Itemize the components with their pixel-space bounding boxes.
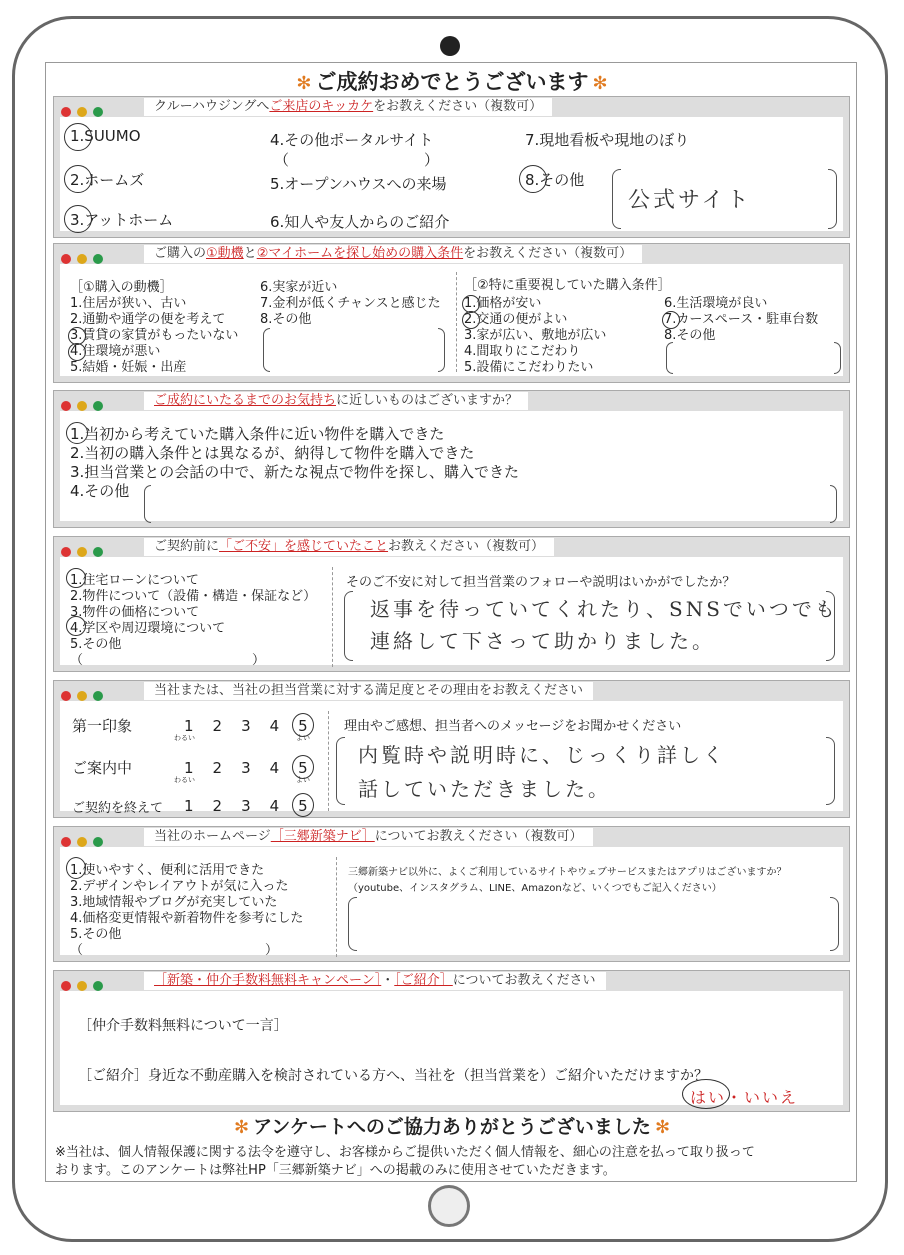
- panel-title: ご契約前に「ご不安」を感じていたことお教えください（複数可）: [144, 538, 554, 556]
- option[interactable]: 4.住環境が悪い: [70, 344, 161, 359]
- question-note: （youtube、インスタグラム、LINE、Amazonなど、いくつでもご記入ください）: [348, 883, 722, 894]
- divider: [336, 857, 337, 957]
- selection-circle: [66, 857, 86, 879]
- option[interactable]: 3.アットホーム: [70, 211, 174, 229]
- panel-title: 当社または、当社の担当営業に対する満足度とその理由をお教えください: [144, 682, 593, 700]
- selection-circle: [66, 422, 88, 444]
- selection-circle: [64, 165, 92, 193]
- selection-circle: [462, 311, 480, 329]
- panel-title: クルーハウジングへご来店のキッカケをお教えください（複数可）: [144, 98, 552, 116]
- option[interactable]: 2.ホームズ: [70, 171, 145, 189]
- camera-dot: [440, 36, 460, 56]
- home-button[interactable]: [428, 1185, 470, 1227]
- option[interactable]: 3.賃貸の家賃がもったいない: [70, 328, 239, 343]
- option[interactable]: 4.間取りにこだわり: [464, 344, 581, 359]
- option[interactable]: 7.金利が低くチャンスと感じた: [260, 296, 441, 311]
- option[interactable]: 6.実家が近い: [260, 280, 338, 295]
- panel-campaign: [53, 970, 850, 1112]
- flower-icon: ✻: [296, 73, 312, 94]
- option[interactable]: 5.結婚・妊娠・出産: [70, 360, 187, 375]
- bracket: [830, 897, 839, 951]
- rating-row-label: 第一印象: [72, 717, 133, 735]
- flower-icon: ✻: [592, 73, 608, 94]
- option[interactable]: 4.学区や周辺環境について: [70, 621, 226, 636]
- rating-row-label: ご案内中: [72, 759, 133, 777]
- selection-circle: [519, 165, 547, 193]
- handwritten-answer: 話していただきました。: [358, 777, 611, 801]
- paren-blank: （ ）: [70, 653, 266, 668]
- selection-circle: [292, 793, 314, 817]
- option[interactable]: 3.物件の価格について: [70, 605, 200, 620]
- section-head: ［②特に重要視していた購入条件］: [464, 278, 671, 293]
- panel-title: 当社のホームページ［三郷新築ナビ］についてお教えください（複数可）: [144, 828, 593, 846]
- divider: [332, 567, 333, 667]
- campaign-comment-label: ［仲介手数料無料について一言］: [78, 1018, 288, 1034]
- bracket: [826, 737, 835, 805]
- option[interactable]: 1.価格が安い: [464, 296, 542, 311]
- bracket: [828, 169, 837, 229]
- selection-circle: [662, 311, 680, 329]
- question: 三郷新築ナビ以外に、よくご利用しているサイトやウェブサービスまたはアプリはございますか？: [348, 867, 787, 878]
- panel-visit-trigger: [53, 96, 850, 238]
- option[interactable]: 4.その他: [70, 482, 130, 500]
- handwritten-answer: 返事を待っていてくれたり、SNSでいつでも: [370, 597, 838, 621]
- option[interactable]: 1.住宅ローンについて: [70, 573, 199, 588]
- selection-circle: [64, 123, 92, 151]
- option[interactable]: 2.交通の便がよい: [464, 312, 568, 327]
- selection-circle: [64, 205, 92, 233]
- option[interactable]: 4.価格変更情報や新着物件を参考にした: [70, 911, 304, 926]
- panel-feeling: [53, 390, 850, 528]
- option[interactable]: 6.生活環境が良い: [664, 296, 768, 311]
- option[interactable]: 7.現地看板や現地のぼり: [525, 131, 690, 149]
- flower-icon: ✻: [654, 1117, 671, 1138]
- referral-answer[interactable]: はい・いいえ: [690, 1088, 799, 1107]
- option[interactable]: 5.オープンハウスへの来場: [270, 175, 447, 193]
- option[interactable]: 1.SUUMO: [70, 127, 141, 145]
- option[interactable]: 8.その他: [525, 171, 585, 189]
- option[interactable]: 1.住居が狭い、古い: [70, 296, 187, 311]
- option[interactable]: 3.地域情報やブログが充実していた: [70, 895, 278, 910]
- rating-scale[interactable]: 1 2 3 4 5: [184, 797, 310, 815]
- section-head: ［①購入の動機］: [70, 280, 173, 295]
- paren-blank: （ ）: [274, 151, 440, 169]
- option[interactable]: 3.担当営業との会話の中で、新たな視点で物件を探し、購入できた: [70, 463, 520, 481]
- panel-concerns: [53, 536, 850, 672]
- bracket: [666, 342, 673, 374]
- panel-title: ご成約にいたるまでのお気持ちに近しいものはございますか？: [144, 392, 528, 410]
- selection-circle: [292, 755, 314, 779]
- panel-satisfaction: [53, 680, 850, 818]
- thanks-banner: ✻ アンケートへのご協力ありがとうございました ✻: [233, 1116, 671, 1138]
- option[interactable]: 8.その他: [664, 328, 716, 343]
- question: そのご不安に対して担当営業のフォローや説明はいかがでしたか？: [346, 575, 736, 590]
- scale-high: よい: [296, 776, 310, 784]
- option[interactable]: 2.デザインやレイアウトが気に入った: [70, 879, 289, 894]
- privacy-note: ※当社は、個人情報保護に関する法令を遵守し、お客様からご提供いただく個人情報を、細心の注意を払って取り扱って: [55, 1145, 755, 1160]
- bracket: [144, 485, 151, 523]
- option[interactable]: 2.物件について（設備・構造・保証など）: [70, 589, 317, 604]
- paren-blank: （ ）: [70, 943, 279, 958]
- selection-circle: [292, 713, 314, 737]
- handwritten-answer: 連絡して下さって助かりました。: [370, 629, 715, 653]
- handwritten-answer: 公式サイト: [628, 188, 752, 213]
- scale-high: よい: [296, 734, 310, 742]
- bracket: [263, 328, 270, 372]
- option[interactable]: 2.当初の購入条件とは異なるが、納得して物件を購入できた: [70, 444, 475, 462]
- handwritten-answer: 内覧時や説明時に、じっくり詳しく: [358, 743, 726, 767]
- rating-scale[interactable]: 1 2 3 4 5: [184, 717, 310, 735]
- bracket: [336, 737, 345, 805]
- bracket: [834, 342, 841, 374]
- panel-title: ［新築・仲介手数料無料キャンペーン］・［ご紹介］についてお教えください: [144, 972, 606, 990]
- option[interactable]: 7.カースペース・駐車台数: [664, 312, 819, 327]
- option[interactable]: 5.設備にこだわりたい: [464, 360, 594, 375]
- divider: [328, 711, 329, 811]
- selection-circle: [66, 616, 86, 636]
- option[interactable]: 6.知人や友人からのご紹介: [270, 213, 450, 231]
- option[interactable]: 2.通勤や通学の便を考えて: [70, 312, 226, 327]
- question: 理由やご感想、担当者へのメッセージをお聞かせください: [344, 719, 682, 734]
- privacy-note: おります。このアンケートは弊社HP「三郷新築ナビ」への掲載のみに使用させていただきます。: [55, 1163, 616, 1178]
- selection-circle: [68, 343, 86, 361]
- bracket: [438, 328, 445, 372]
- divider: [456, 272, 457, 372]
- panel-purchase-motive: [53, 243, 850, 383]
- bracket: [830, 485, 837, 523]
- bracket: [344, 591, 353, 661]
- option[interactable]: 8.その他: [260, 312, 312, 327]
- bracket: [612, 169, 621, 229]
- rating-row-label: ご契約を終えて: [72, 801, 164, 816]
- selection-circle: [66, 568, 86, 588]
- option[interactable]: 3.家が広い、敷地が広い: [464, 328, 607, 343]
- option[interactable]: 5.その他: [70, 637, 122, 652]
- option[interactable]: 5.その他: [70, 927, 122, 942]
- option[interactable]: 4.その他ポータルサイト: [270, 131, 434, 149]
- selection-circle: [682, 1079, 730, 1109]
- scale-low: わるい: [174, 776, 195, 784]
- panel-homepage: [53, 826, 850, 962]
- scale-low: わるい: [174, 734, 195, 742]
- panel-title: ご購入の①動機と②マイホームを探し始めの購入条件をお教えください（複数可）: [144, 245, 642, 263]
- flower-icon: ✻: [233, 1117, 250, 1138]
- option[interactable]: 1.当初から考えていた購入条件に近い物件を購入できた: [70, 425, 445, 443]
- referral-question: ［ご紹介］身近な不動産購入を検討されている方へ、当社を（担当営業を）ご紹介いただけますか？: [78, 1068, 708, 1084]
- rating-scale[interactable]: 1 2 3 4 5: [184, 759, 310, 777]
- option[interactable]: 1.使いやすく、便利に活用できた: [70, 863, 265, 878]
- page-title: ✻ ご成約おめでとうございます ✻: [296, 70, 608, 94]
- bracket: [348, 897, 357, 951]
